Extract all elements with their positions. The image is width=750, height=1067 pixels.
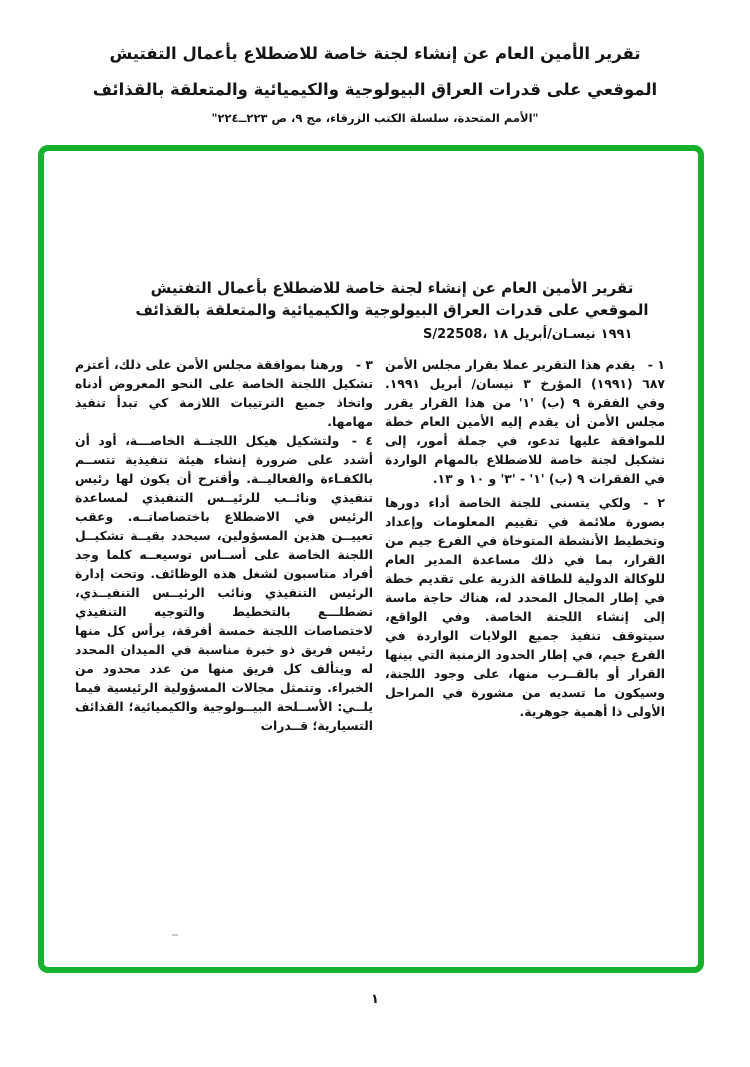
header-title-line1: تقرير الأمين العام عن إنشاء لجنة خاصة للاضطلاع بأعمال التفتيش [109, 44, 641, 63]
header-source-citation: "الأمم المتحدة، سلسلة الكتب الزرقاء، مج ٩، ص ٢٢٣ــ٢٢٤" [211, 111, 539, 125]
document-date-month: نيسـان/أبريل [513, 327, 596, 342]
text-column-left [75, 355, 373, 735]
paragraph-2: ٢ - ولكي يتسنى للجنة الخاصة أداء دورها بصورة ملائمة في تقييم المعلومات وإعداد وتخطيط الأنشطة المتوخاة في الفرع جيم من القرار، بما في ذلك مساعدة المدير العام للوكالة الدولية للطاقة الذرية على تقديم خطة في إطار المجال المحدد له، هناك حاجة ماسة إلى إنشاء اللجنة الخاصة. وفي الواقع، سيتوقف تنفيذ جميع الولايات الواردة في الفرع جيم، في إطار الحدود الزمنية التي بينها القرار أو بالقــرب منها، على وجود اللجنة، وسيكون ما تسديه من مشورة في المراحل الأولى ذا أهمية جوهرية. [385, 495, 665, 719]
document-date-year: ١٩٩١ [600, 327, 633, 342]
page-header [0, 36, 750, 126]
document-symbol: S/22508، [423, 327, 488, 342]
header-title-line2: الموقعي على قدرات العراق البيولوجية والكيميائية والمتعلقة بالقذائف [92, 80, 658, 99]
paragraph-1: ١ - يقدم هذا التقرير عملا بقرار مجلس الأمن ٦٨٧ (١٩٩١) المؤرخ ٣ نيسان/ أبريل ١٩٩١. وفي الفقرة ٩ (ب) '١' من هذا القرار يقرر مجلس الأمن أن يقدم إليه الأمين العام خطة للموافقة عليها تدعو، في جملة أمور، إلى تشكيل لجنة خاصة للاضطلاع بالمهام الواردة في الفقرات ٩ (ب) '١' - '٣' و ١٠ و ١٣. [385, 357, 665, 486]
document-title-line2: الموقعي على قدرات العراق البيولوجية والكيميائية والمتعلقة بالقذائف [135, 301, 649, 319]
page-number: ١ [371, 992, 379, 1007]
document-title-line1: تقرير الأمين العام عن إنشاء لجنة خاصة للاضطلاع بأعمال التفتيش [150, 279, 634, 297]
paragraph-3: ٣ - ورهنا بموافقة مجلس الأمن على ذلك، أعتزم تشكيل اللجنة الخاصة على النحو المعروض أدناه واتخاذ جميع الترتيبات اللازمة كي تبدأ تنفيذ مهامها. [75, 357, 373, 429]
scan-artifact-mark [172, 934, 178, 936]
document-date-day: ١٨ [492, 327, 509, 342]
document-frame [38, 145, 704, 973]
text-column-right [385, 355, 665, 721]
document-reference-line [423, 327, 632, 342]
document-title [65, 277, 719, 321]
paragraph-4: ٤ - ولتشكيل هيكل اللجنــة الخاصـــة، أود أن أشدد على ضرورة إنشاء هيئة تنفيذية تتســم بالكفـاءة والفعاليــة. وأقترح أن يكون لها رئيس تنفيذي ونائــب للرئيــس التنفيذي لمساعدة الرئيس في الاضطلاع باختصاصاتــه. وعقب تعييــن هذين المسؤولين، سيحدد بقيــة تشكيــل اللجنة الخاصة على أســاس توسيعــه كلما وجد أفراد مناسبون لشغل هذه الوظائف. وتحت إدارة الرئيس التنفيذي ونائب الرئيــس التنفيــذي، تضطلـــع بالتخطيط والتوجيه التنفيذي لاختصاصات اللجنة خمسة أفرقة، يرأس كل منها رئيس فريق ذو خبرة مناسبة في الميدان المحدد له ويتألف كل فريق منها من عدد محدود من الخبراء. وتتمثل مجالات المسؤولية الرئيسية فيما يلــي: الأســلحة البيــولوجية والكيميائية؛ القذائف التسيارية؛ قــدرات [75, 433, 373, 733]
